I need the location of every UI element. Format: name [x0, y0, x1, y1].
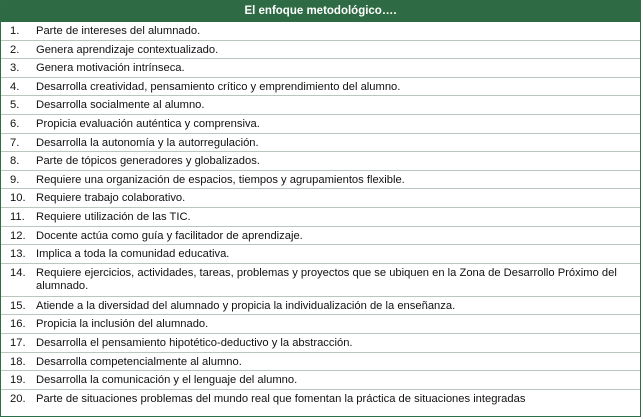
item-text: Propicia la inclusión del alumnado.: [36, 318, 209, 331]
item-text: Requiere una organización de espacios, tiempos y agrupamientos flexible.: [36, 173, 405, 186]
table-row: [1, 264, 640, 297]
table-title: El enfoque metodológico….: [1, 1, 640, 22]
item-number: 10.: [10, 192, 26, 205]
item-list: [1, 22, 640, 408]
item-text: Genera motivación intrínseca.: [36, 62, 185, 75]
item-number: 5.: [10, 99, 20, 112]
item-text: Desarrolla la comunicación y el lenguaje del alumno.: [36, 374, 298, 387]
table-row: [1, 96, 640, 115]
item-number: 2.: [10, 43, 20, 56]
table-row: [1, 59, 640, 78]
item-number: 15.: [10, 299, 26, 312]
table-row: [1, 171, 640, 190]
item-number: 11.: [10, 210, 25, 223]
table-row: [1, 227, 640, 246]
table-row: [1, 189, 640, 208]
item-number: 13.: [10, 248, 26, 261]
table-row: [1, 78, 640, 97]
item-number: 6.: [10, 117, 20, 130]
table-row: [1, 297, 640, 316]
table-row: [1, 334, 640, 353]
table-row: [1, 115, 640, 134]
item-text: Desarrolla socialmente al alumno.: [36, 99, 205, 112]
item-text: Requiere trabajo colaborativo.: [36, 192, 186, 205]
table-row: [1, 208, 640, 227]
table-row: [1, 152, 640, 171]
item-text: Parte de tópicos generadores y globalizados.: [36, 155, 260, 168]
item-number: 8.: [10, 155, 20, 168]
item-text: Implica a toda la comunidad educativa.: [36, 248, 230, 261]
item-text: Desarrolla la autonomía y la autorregulación.: [36, 136, 259, 149]
table-row: [1, 41, 640, 60]
table-row: [1, 371, 640, 390]
item-text: Propicia evaluación auténtica y comprensiva.: [36, 117, 260, 130]
table-row: [1, 390, 640, 409]
item-text: Parte de intereses del alumnado.: [36, 25, 201, 37]
item-text: Desarrolla competencialmente al alumno.: [36, 355, 242, 368]
item-text: Docente actúa como guía y facilitador de aprendizaje.: [36, 229, 303, 242]
item-number: 16.: [10, 318, 26, 331]
item-text: Parte de situaciones problemas del mundo real que fomentan la práctica de situaciones integradas: [36, 392, 526, 405]
item-text: Atiende a la diversidad del alumnado y propicia la individualización de la enseñanza.: [36, 299, 456, 312]
item-number: 17.: [10, 336, 26, 349]
table-row: [1, 315, 640, 334]
item-number: 3.: [10, 62, 20, 75]
item-number: 18.: [10, 355, 26, 368]
item-number: 1.: [10, 25, 20, 37]
table-row: [1, 22, 640, 41]
table-row: [1, 245, 640, 264]
table-row: [1, 134, 640, 153]
item-text: Requiere ejercicios, actividades, tareas, problemas y proyectos que se ubiquen en la Zona de Desarrollo Próximo del alumnado.: [36, 266, 617, 292]
item-number: 9.: [10, 173, 20, 186]
item-text: Genera aprendizaje contextualizado.: [36, 43, 219, 56]
item-number: 20.: [10, 392, 26, 405]
item-text: Desarrolla creatividad, pensamiento crítico y emprendimiento del alumno.: [36, 80, 401, 93]
item-number: 7.: [10, 136, 20, 149]
item-text: Desarrolla el pensamiento hipotético-deductivo y la abstracción.: [36, 336, 353, 349]
item-number: 12.: [10, 229, 26, 242]
item-number: 19.: [10, 374, 26, 387]
table-row: [1, 353, 640, 372]
item-number: 4.: [10, 80, 20, 93]
item-number: 14.: [10, 266, 26, 279]
item-text: Requiere utilización de las TIC.: [36, 210, 191, 223]
